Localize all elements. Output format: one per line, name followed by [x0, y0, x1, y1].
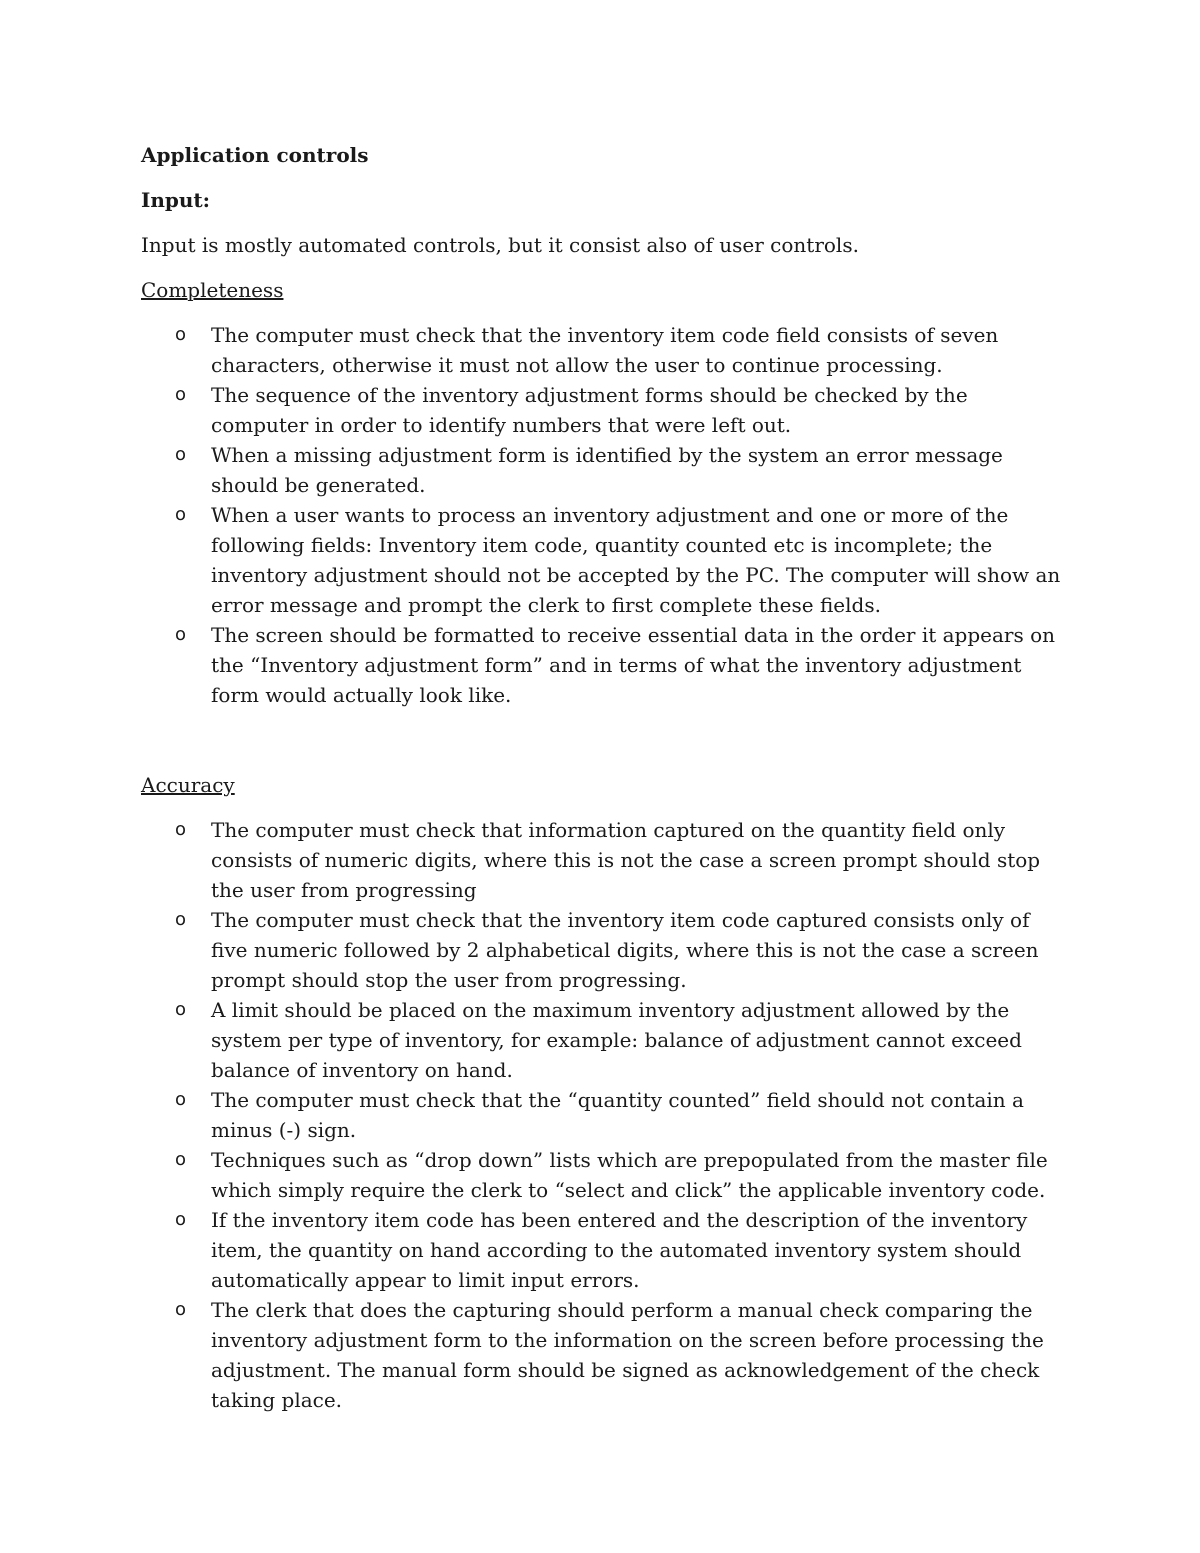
- list-item-text: The computer must check that the “quantity counted” field should not contain a minus (-) sign.: [211, 1088, 1024, 1142]
- list-item-text: The computer must check that information captured on the quantity field only consists of numeric digits, where this is not the case a screen prompt should stop the user from progressing: [211, 818, 1041, 902]
- list-item: [141, 320, 1061, 380]
- bullet-icon: o: [175, 384, 187, 405]
- completeness-heading: Completeness: [141, 278, 284, 302]
- section-title-input: Input:: [141, 188, 211, 212]
- list-item-text: If the inventory item code has been entered and the description of the inventory item, the quantity on hand according to the automated inventory system should automatically appear to limit input errors.: [211, 1208, 1028, 1292]
- bullet-icon: o: [175, 909, 187, 930]
- list-item: [141, 380, 1061, 440]
- list-item: [141, 1085, 1061, 1145]
- list-item: [141, 1205, 1061, 1295]
- document-page: [141, 140, 1061, 1415]
- bullet-icon: o: [175, 999, 187, 1020]
- section-spacer: [141, 710, 1061, 770]
- bullet-icon: o: [175, 624, 187, 645]
- bullet-icon: o: [175, 1149, 187, 1170]
- list-item-text: The screen should be formatted to receive essential data in the order it appears on the “Inventory adjustment form” and in terms of what the inventory adjustment form would actually look like.: [211, 623, 1056, 707]
- bullet-icon: o: [175, 819, 187, 840]
- list-item: [141, 1295, 1061, 1415]
- bullet-icon: o: [175, 1089, 187, 1110]
- list-item-text: The computer must check that the inventory item code field consists of seven characters, otherwise it must not allow the user to continue processing.: [211, 323, 999, 377]
- list-item: [141, 905, 1061, 995]
- bullet-icon: o: [175, 1209, 187, 1230]
- list-item: [141, 1145, 1061, 1205]
- list-item-text: Techniques such as “drop down” lists which are prepopulated from the master file which simply require the clerk to “select and click” the applicable inventory code.: [211, 1148, 1048, 1202]
- completeness-list: [141, 320, 1061, 710]
- list-item: [141, 440, 1061, 500]
- bullet-icon: o: [175, 504, 187, 525]
- list-item-text: The clerk that does the capturing should perform a manual check comparing the inventory adjustment form to the information on the screen before processing the adjustment. The manual form should be signed as acknowledgement of the check taking place.: [211, 1298, 1044, 1412]
- accuracy-heading: Accuracy: [141, 773, 235, 797]
- list-item-text: The sequence of the inventory adjustment forms should be checked by the computer in order to identify numbers that were left out.: [211, 383, 968, 437]
- list-item-text: When a missing adjustment form is identified by the system an error message should be generated.: [211, 443, 1003, 497]
- accuracy-list: [141, 815, 1061, 1415]
- list-item-text: When a user wants to process an inventory adjustment and one or more of the following fields: Inventory item code, quantity counted etc is incomplete; the inventory adjustment should not be accepted by the PC. The computer will show an error message and prompt the clerk to first complete these fields.: [211, 503, 1061, 617]
- document-title: Application controls: [141, 143, 369, 167]
- list-item: [141, 500, 1061, 620]
- list-item: [141, 995, 1061, 1085]
- bullet-icon: o: [175, 1299, 187, 1320]
- list-item: [141, 620, 1061, 710]
- list-item: [141, 815, 1061, 905]
- bullet-icon: o: [175, 324, 187, 345]
- list-item-text: The computer must check that the inventory item code captured consists only of five numeric followed by 2 alphabetical digits, where this is not the case a screen prompt should stop the user from progressing.: [211, 908, 1039, 992]
- bullet-icon: o: [175, 444, 187, 465]
- list-item-text: A limit should be placed on the maximum inventory adjustment allowed by the system per type of inventory, for example: balance of adjustment cannot exceed balance of inventory on hand.: [211, 998, 1022, 1082]
- intro-paragraph: Input is mostly automated controls, but it consist also of user controls.: [141, 233, 859, 257]
